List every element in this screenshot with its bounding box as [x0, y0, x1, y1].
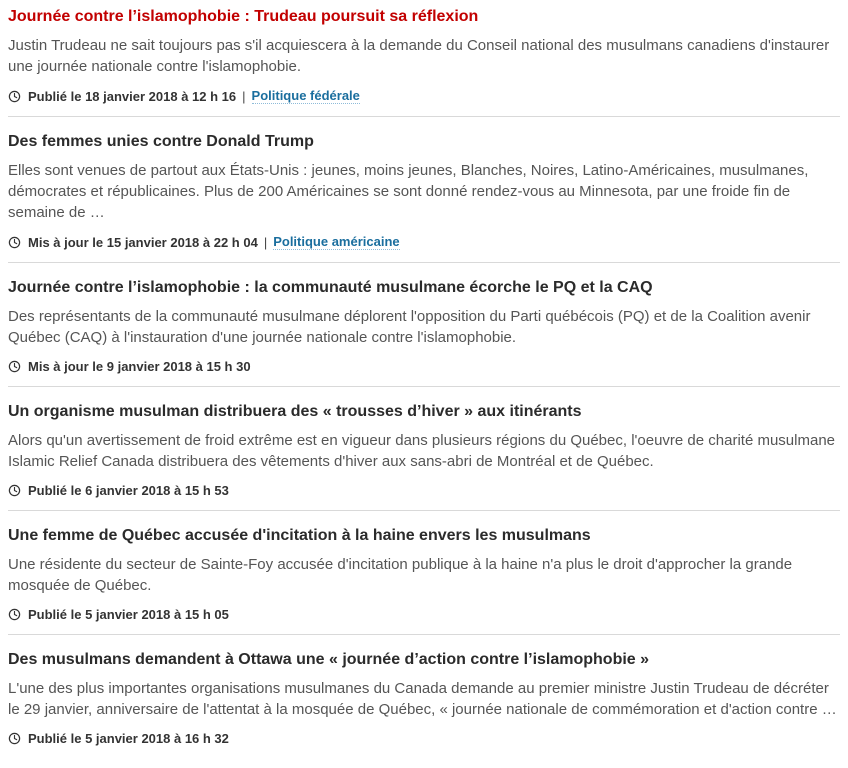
- article-item: [8, 117, 840, 263]
- article-summary: Des représentants de la communauté musulmane déplorent l'opposition du Parti québécois (PQ) et de la Coalition avenir Québec (CAQ) à l'instauration d'une journée nationale contre l'islamophobie.: [8, 308, 811, 346]
- article-summary: L'une des plus importantes organisations musulmanes du Canada demande au premier ministre Justin Trudeau de décréter le 29 janvier, anniversaire de l'attentat à la mosquée de Québec, « journée nationale de commémoration et d'action contre …: [8, 680, 837, 718]
- article-timestamp: Publié le 6 janvier 2018 à 15 h 53: [28, 483, 229, 498]
- category-link[interactable]: Politique américaine: [273, 234, 400, 249]
- article-summary: Elles sont venues de partout aux États-Unis : jeunes, moins jeunes, Blanches, Noires, Latino-Américaines, musulmanes, démocrates et républicaines. Plus de 200 Américaines se sont donné rendez-vous au Minnesota, par une froide fin de semaine de …: [8, 162, 809, 221]
- clock-icon: [8, 236, 21, 249]
- meta-separator: |: [242, 88, 246, 104]
- clock-icon: [8, 608, 21, 621]
- clock-icon: [8, 90, 21, 103]
- article-summary: Une résidente du secteur de Sainte-Foy accusée d'incitation publique à la haine n'a plus le droit d'approcher la grande mosquée de Québec.: [8, 556, 793, 594]
- clock-icon: [8, 732, 21, 745]
- article-meta: [8, 483, 840, 498]
- article-title-link[interactable]: Journée contre l’islamophobie : Trudeau poursuit sa réflexion: [8, 8, 479, 25]
- clock-icon: [8, 360, 21, 373]
- article-summary: Justin Trudeau ne sait toujours pas s'il acquiescera à la demande du Conseil national des musulmans canadiens d'instaurer une journée nationale contre l'islamophobie.: [8, 37, 830, 75]
- category-link[interactable]: Politique fédérale: [251, 88, 360, 103]
- article-timestamp: Mis à jour le 15 janvier 2018 à 22 h 04: [28, 234, 258, 250]
- article-meta: [8, 88, 840, 104]
- meta-separator: |: [263, 234, 268, 250]
- article-meta: [8, 731, 840, 746]
- article-item: [8, 387, 840, 511]
- article-title-link[interactable]: Une femme de Québec accusée d'incitation à la haine envers les musulmans: [8, 527, 591, 544]
- article-title-link[interactable]: Des musulmans demandent à Ottawa une « journée d’action contre l’islamophobie »: [8, 651, 650, 668]
- article-meta: [8, 359, 840, 374]
- article-meta: [8, 234, 840, 250]
- article-meta: [8, 607, 840, 622]
- article-list: [8, 2, 840, 758]
- article-title-link[interactable]: Un organisme musulman distribuera des « trousses d’hiver » aux itinérants: [8, 403, 582, 420]
- article-summary: Alors qu'un avertissement de froid extrême est en vigueur dans plusieurs régions du Québec, l'oeuvre de charité musulmane Islamic Relief Canada distribuera des vêtements d'hiver aux sans-abri de Montréal et de Québec.: [8, 432, 836, 470]
- article-timestamp: Publié le 18 janvier 2018 à 12 h 16: [28, 88, 237, 104]
- article-item: [8, 2, 840, 117]
- article-timestamp: Publié le 5 janvier 2018 à 15 h 05: [28, 607, 229, 622]
- clock-icon: [8, 484, 21, 497]
- article-title-link[interactable]: Des femmes unies contre Donald Trump: [8, 133, 314, 150]
- article-item: [8, 263, 840, 387]
- article-item: [8, 635, 840, 758]
- article-title-link[interactable]: Journée contre l’islamophobie : la communauté musulmane écorche le PQ et la CAQ: [8, 279, 653, 296]
- article-timestamp: Publié le 5 janvier 2018 à 16 h 32: [28, 731, 229, 746]
- article-timestamp: Mis à jour le 9 janvier 2018 à 15 h 30: [28, 359, 251, 374]
- article-item: [8, 511, 840, 635]
